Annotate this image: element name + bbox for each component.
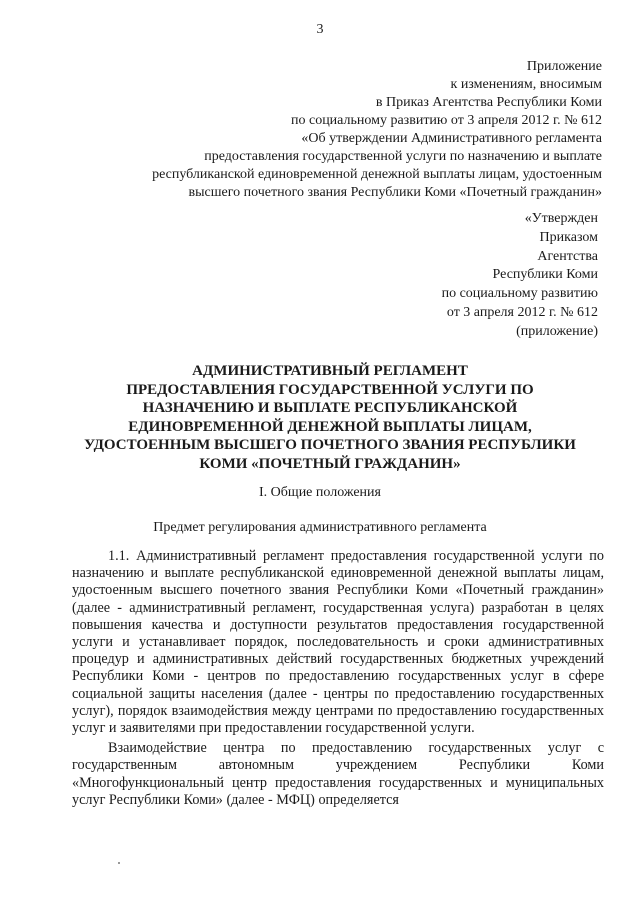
- paragraph: 1.1. Административный регламент предоставления государственной услуги по назначению и выплате республиканской единовременной денежной выплаты лицам, удостоенным высшего почетного звания Республики Коми «Почетный гражданин» (далее - административный регламент, государственная услуга) разработан в целях повышения качества и доступности результатов предоставления государственной услуги и устанавливает порядок, последовательность и сроки административных процедур и административных действий государственных бюджетных учреждений Республики Коми - центров по предоставлению государственных услуг в сфере социальной защиты населения (далее - центры по предоставлению государственных услуг), порядок взаимодействия между центрами по предоставлению государственных услуг и заявителями при предоставлении государственной услуги.: [72, 548, 604, 737]
- title-line: ЕДИНОВРЕМЕННОЙ ДЕНЕЖНОЙ ВЫПЛАТЫ ЛИЦАМ,: [128, 418, 532, 435]
- appendix-line: по социальному развитию от 3 апреля 2012 г. № 612: [290, 113, 602, 128]
- appendix-line: к изменениям, вносимым: [450, 77, 602, 92]
- section-heading: I. Общие положения: [259, 485, 381, 500]
- approval-block: [442, 210, 598, 342]
- appendix-block: [152, 58, 602, 202]
- approval-line: (приложение): [516, 323, 598, 339]
- page-number: 3: [316, 22, 324, 37]
- approval-line: по социальному развитию: [441, 286, 598, 302]
- approval-line: Приказом: [539, 229, 598, 245]
- title-line: НАЗНАЧЕНИЮ И ВЫПЛАТЕ РЕСПУБЛИКАНСКОЙ: [142, 400, 518, 416]
- appendix-line: «Об утверждении Административного регламента: [301, 131, 602, 146]
- approval-line: Республики Коми: [492, 267, 598, 283]
- title-line: АДМИНИСТРАТИВНЫЙ РЕГЛАМЕНТ: [192, 363, 468, 379]
- appendix-line: Приложение: [526, 59, 602, 74]
- title-line: ПРЕДОСТАВЛЕНИЯ ГОСУДАРСТВЕННОЙ УСЛУГИ ПО: [126, 381, 534, 398]
- appendix-line: республиканской единовременной денежной выплаты лицам, удостоенным: [152, 167, 602, 182]
- scan-artifact: [118, 862, 120, 864]
- appendix-line: высшего почетного звания Республики Коми «Почетный гражданин»: [188, 185, 602, 200]
- appendix-line: в Приказ Агентства Республики Коми: [375, 95, 602, 110]
- appendix-line: предоставления государственной услуги по назначению и выплате: [204, 149, 602, 164]
- approval-line: от 3 апреля 2012 г. № 612: [446, 304, 598, 320]
- title-line: УДОСТОЕННЫМ ВЫСШЕГО ПОЧЕТНОГО ЗВАНИЯ РЕСПУБЛИКИ: [84, 437, 576, 453]
- approval-line: Агентства: [537, 248, 598, 264]
- document-title: [70, 362, 590, 473]
- approval-line: «Утвержден: [524, 211, 598, 226]
- paragraph: Взаимодействие центра по предоставлению государственных услуг с государственным автономным учреждением Республики Коми «Многофункциональный центр предоставления государственных и муниципальных услуг Республики Коми» (далее - МФЦ) определяется: [72, 740, 604, 808]
- body-text: [72, 548, 604, 812]
- subsection-heading: Предмет регулирования административного регламента: [153, 520, 487, 535]
- title-line: КОМИ «ПОЧЕТНЫЙ ГРАЖДАНИН»: [199, 455, 461, 472]
